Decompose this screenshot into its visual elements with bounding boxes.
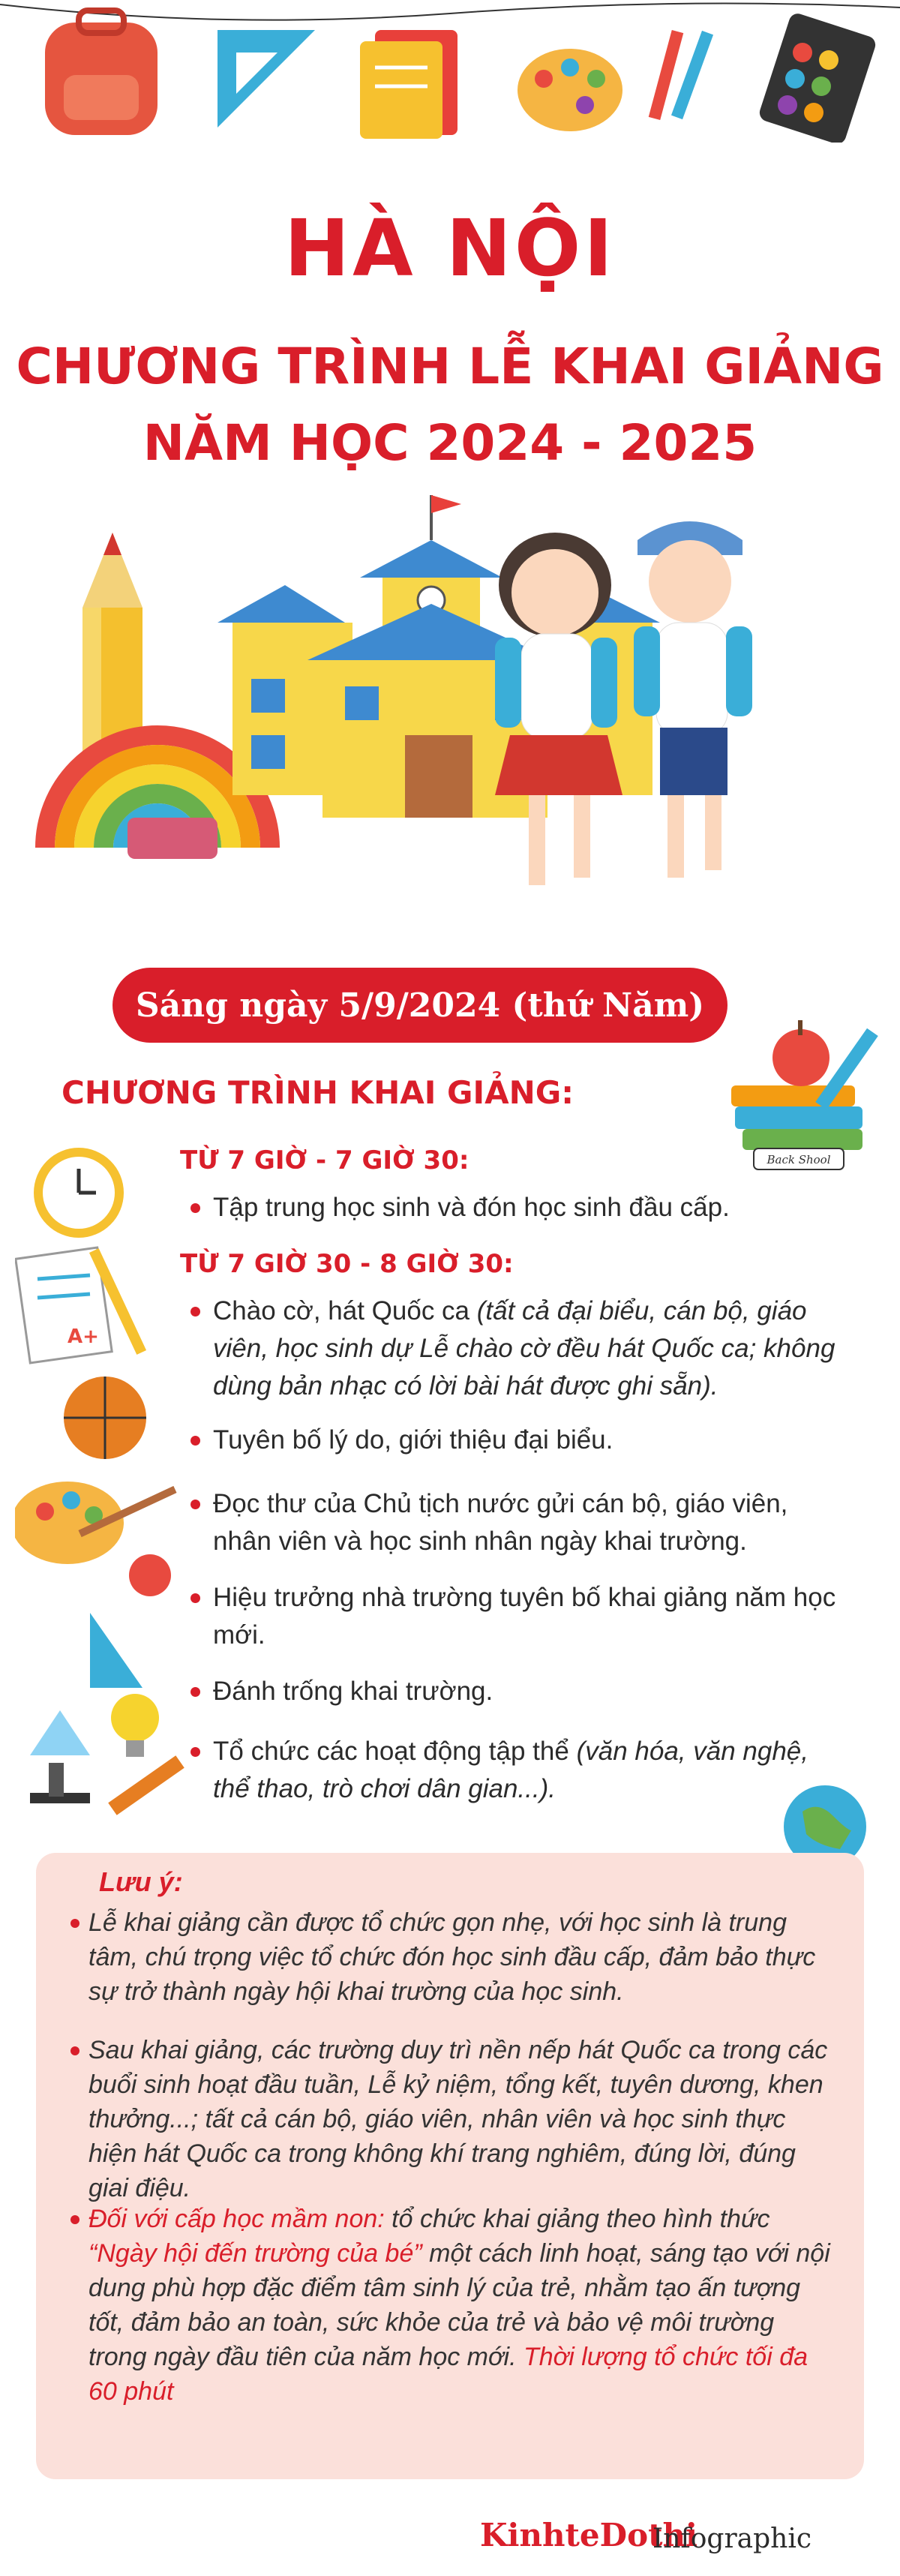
program-item: Hiệu trưởng nhà trường tuyên bố khai giảng năm học mới. [213,1579,843,1654]
svg-text:A+: A+ [68,1326,99,1348]
set-square-icon [218,30,315,128]
apple-icon [129,1554,171,1596]
program-item: Tổ chức các hoạt động tập thể (văn hóa, văn nghệ, thể thao, trò chơi dân gian...). [213,1733,843,1808]
notes-title: Lưu ý: [99,1866,183,1897]
bullet-icon [190,1436,200,1446]
program-title: CHƯƠNG TRÌNH KHAI GIẢNG: [62,1074,574,1111]
bullet-icon [190,1307,200,1317]
page-title: HÀ NỘI [284,203,616,294]
program-item: Tuyên bố lý do, giới thiệu đại biểu. [213,1422,843,1459]
girl-student-icon [495,533,622,885]
page-subtitle-line1: CHƯƠNG TRÌNH LỄ KHAI GIẢNG [16,338,884,395]
bullet-icon [190,1747,200,1757]
microscope-icon [30,1763,90,1803]
backpack-icon [45,11,158,135]
back-school-tag: Back Shool [766,1153,831,1166]
bullet-icon [190,1500,200,1509]
clock-icon [34,1148,124,1238]
triangle-ruler-icon [90,1613,142,1688]
program-item: Đánh trống khai trường. [213,1673,843,1710]
paint-palette-icon [15,1482,177,1564]
bullet-icon [190,1203,200,1213]
basketball-icon [64,1377,146,1459]
bullet-icon [70,2046,80,2055]
pencil-icon [649,30,713,120]
note-item: Đối với cấp học mầm non: tổ chức khai giảng theo hình thức “Ngày hội đến trường của bé” một cách linh hoạt, sáng tạo với nội dung phù hợp đặc điểm tâm sinh lý của trẻ, nhằm tạo ấn tượng tốt, đảm bảo an toàn, sức khỏe của trẻ và bảo vệ môi trường trong ngày đầu tiên của năm học mới. Thời lượng tổ chức tối đa 60 phút [88,2202,838,2409]
top-decoration-illustration [0,0,900,143]
test-paper-icon [16,1247,146,1363]
program-item: Tập trung học sinh và đón học sinh đầu cấp. [213,1189,843,1226]
bullet-icon [70,1919,80,1928]
paint-box-icon [758,11,878,143]
time-block-1-heading: TỪ 7 GIỜ - 7 GIỜ 30: [180,1145,470,1175]
page-subtitle-line2: NĂM HỌC 2024 - 2025 [142,414,758,472]
note-item: Lễ khai giảng cần được tổ chức gọn nhẹ, với học sinh là trung tâm, chú trọng việc tổ chức đón học sinh đầu cấp, đảm bảo thực sự trở thành ngày hội khai trường của học sinh. [88,1905,838,2009]
palette-icon [518,49,622,131]
books-apple-illustration [720,1001,885,1174]
notebook-icon [360,30,458,139]
brand-logo: KinhteDothi [480,2517,698,2553]
brand-label: Infographic [652,2523,812,2554]
bullet-icon [190,1593,200,1603]
school-children-illustration [30,495,870,960]
bullet-icon [190,1687,200,1697]
lightbulb-icon [111,1694,159,1757]
ruler-icon [108,1755,184,1815]
date-banner: Sáng ngày 5/9/2024 (thứ Năm) [112,968,728,1043]
time-block-2-heading: TỪ 7 GIỜ 30 - 8 GIỜ 30: [180,1249,514,1279]
program-item: Chào cờ, hát Quốc ca (tất cả đại biểu, cán bộ, giáo viên, học sinh dự Lễ chào cờ đều hát Quốc ca; không dùng bản nhạc có lời bài hát được ghi sẵn). [213,1293,843,1405]
boy-student-icon [634,521,752,878]
flask-icon [30,1710,90,1755]
note-item: Sau khai giảng, các trường duy trì nền nếp hát Quốc ca trong các buổi sinh hoạt đầu tuần, Lễ kỷ niệm, tổng kết, tuyên dương, khen thưởng...; tất cả cán bộ, giáo viên, nhân viên và học sinh thực hiện hát Quốc ca trong không khí trang nghiêm, đúng lời, đúng giai điệu. [88,2033,838,2205]
left-decorations [15,1133,202,1853]
bullet-icon [70,2215,80,2224]
program-item: Đọc thư của Chủ tịch nước gửi cán bộ, giáo viên, nhân viên và học sinh nhân ngày khai trường. [213,1485,843,1560]
